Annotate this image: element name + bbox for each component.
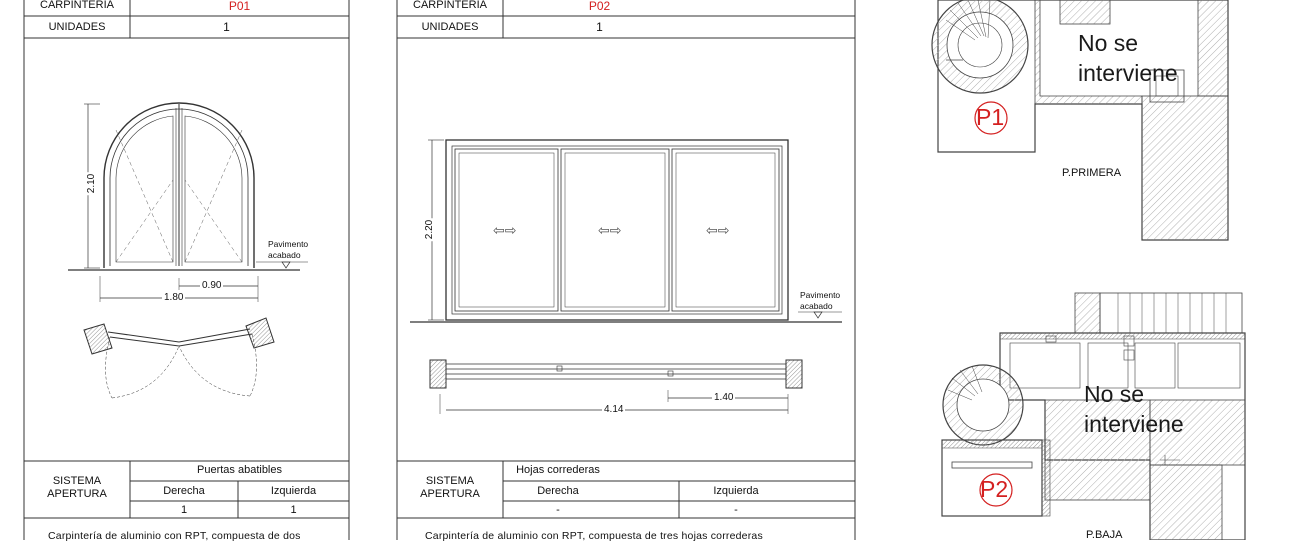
- sheet-p02-frame: [397, 0, 855, 540]
- sliding-arrows-icon: ⇦⇨: [598, 222, 622, 238]
- plan-lower-note-1: No se: [1084, 381, 1145, 407]
- sheet1-val-right: 1: [180, 504, 188, 516]
- sheet1-floor-note-1: Pavimento: [268, 239, 309, 249]
- sheet2-floor-note-2: acabado: [800, 301, 833, 311]
- sheet1-system-label-2: APERTURA: [47, 488, 107, 500]
- plan-lower-floor-label: P.BAJA: [1086, 529, 1123, 541]
- sheet2-header-label: CARPINTERÍA: [413, 0, 487, 11]
- sheet2-col-right: Derecha: [537, 485, 579, 497]
- plan-lower-note-2: interviene: [1084, 411, 1184, 437]
- sheet1-val-left: 1: [290, 504, 297, 516]
- sheet2-dim-height: 2.20: [424, 219, 436, 240]
- sheet1-system-type: Puertas abatibles: [197, 464, 282, 476]
- sheet1-description: Carpintería de aluminio con RPT, compuesta de dos: [48, 530, 301, 542]
- sheet2-val-left: -: [734, 504, 738, 516]
- sheet1-dim-width-total: 1.80: [164, 292, 184, 303]
- sheet2-col-left: Izquierda: [713, 485, 759, 497]
- sheet2-units-value: 1: [596, 20, 603, 34]
- plan-upper-floor-label: P.PRIMERA: [1062, 167, 1122, 179]
- sheet1-dim-height: 2.10: [86, 173, 98, 194]
- sheet1-col-left: Izquierda: [270, 485, 317, 497]
- sliding-arrows-icon: ⇦⇨: [493, 222, 517, 238]
- sliding-arrows-icon: ⇦⇨: [706, 222, 730, 238]
- sheet2-system-label-1: SISTEMA: [425, 475, 475, 487]
- plan-upper-note-2: interviene: [1078, 60, 1178, 86]
- plan-upper-marker: P1: [976, 104, 1005, 130]
- sheet1-col-right: Derecha: [163, 485, 205, 497]
- door-p01-plan: [84, 318, 274, 398]
- sheet2-units-label: UNIDADES: [421, 21, 479, 33]
- sheet2-val-right: -: [556, 504, 560, 516]
- plan-upper-note-1: No se: [1078, 30, 1139, 56]
- sheet1-header-label: CARPINTERÍA: [40, 0, 114, 11]
- sheet1-units-label: UNIDADES: [48, 21, 106, 33]
- sheet1-system-label-1: SISTEMA: [52, 475, 102, 487]
- sheet1-units-value: 1: [223, 20, 230, 34]
- sheet2-system-type: Hojas correderas: [516, 464, 600, 476]
- sheet2-system-label-2: APERTURA: [420, 488, 480, 500]
- sheet2-dim-width-leaf: 1.40: [714, 392, 734, 403]
- sheet2-description: Carpintería de aluminio con RPT, compuesta de tres hojas correderas: [425, 530, 763, 542]
- door-p02-elevation: [410, 140, 842, 322]
- sheet2-code: P02: [588, 0, 611, 13]
- sheet1-floor-note-2: acabado: [268, 250, 301, 260]
- plan-lower-marker: P2: [980, 476, 1009, 502]
- sheet1-code: P01: [228, 0, 251, 13]
- door-p01-elevation: [68, 103, 308, 302]
- sheet2-dim-width-total: 4.14: [604, 404, 624, 415]
- sheet2-floor-note-1: Pavimento: [800, 290, 841, 300]
- sheet1-dim-width-leaf: 0.90: [202, 280, 222, 291]
